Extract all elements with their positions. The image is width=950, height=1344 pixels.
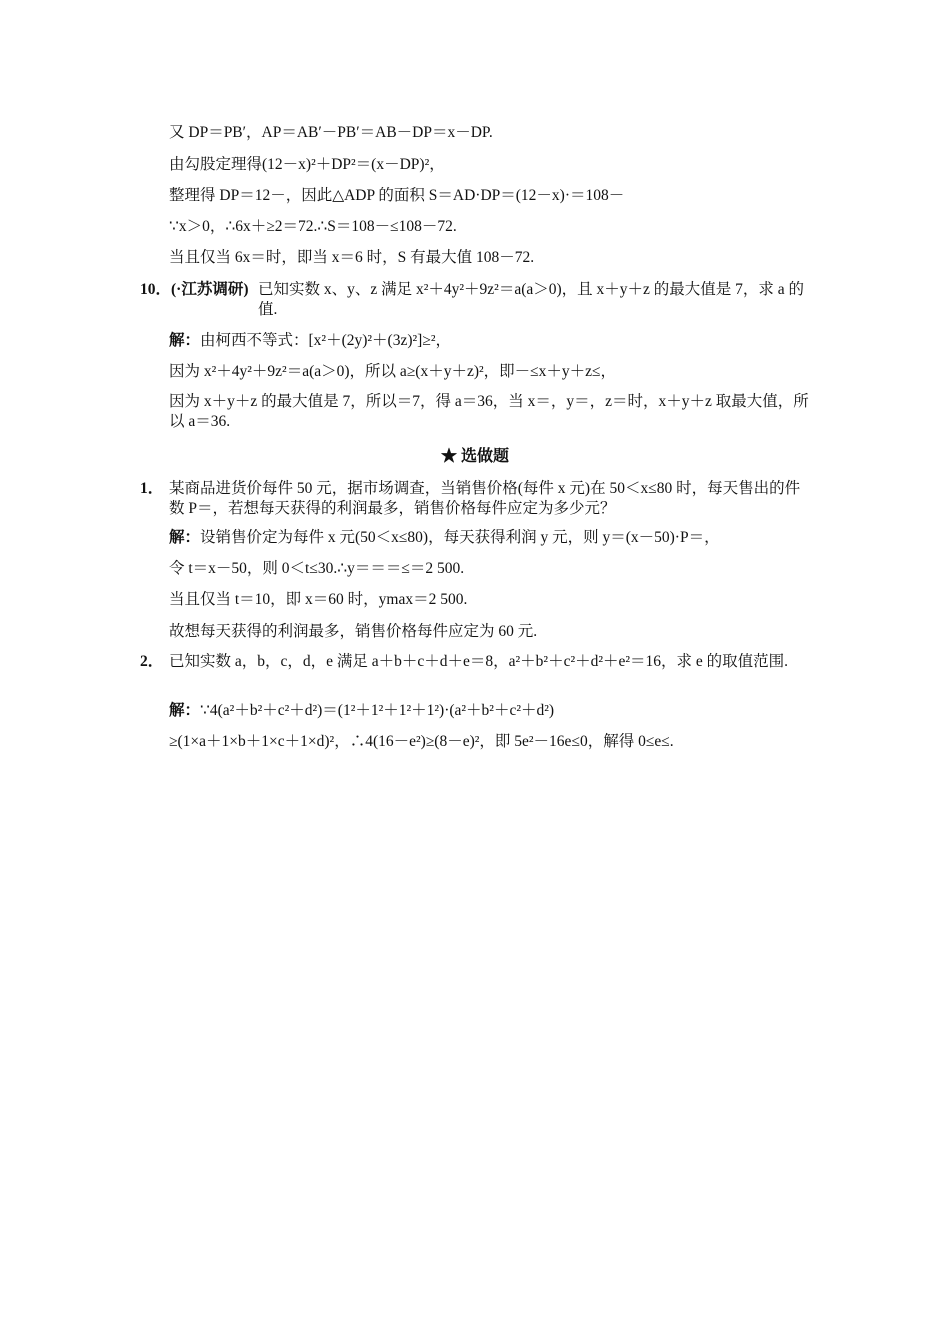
line-max-value: 当且仅当 6x＝时，即当 x＝6 时，S 有最大值 108－72.: [169, 249, 535, 266]
solution-10-line-1: [169, 331, 451, 351]
problem-2-text: 已知实数 a，b，c，d，e 满足 a＋b＋c＋d＋e＝8，a²＋b²＋c²＋d²＋e²＝16，求 e 的取值范围.: [169, 653, 789, 670]
solution-label: 解：: [169, 702, 201, 719]
line-dp-pb: 又 DP＝PB′，AP＝AB′－PB′＝AB－DP＝x－DP.: [169, 124, 493, 141]
line-inequality: ∵x＞0，∴6x＋≥2＝72.∴S＝108－≤108－72.: [169, 218, 457, 235]
solution-label: 解：: [169, 529, 201, 546]
solution-1-line-4: 故想每天获得的利润最多，销售价格每件应定为 60 元.: [169, 623, 538, 640]
problem-1-text: 某商品进货价每件 50 元，据市场调查，当销售价格(每件 x 元)在 50＜x≤80 时，每天售出的件数 P＝，若想每天获得的利润最多，销售价格每件应定为多少元？: [169, 480, 801, 517]
solution-10-line-2: 因为 x²＋4y²＋9z²＝a(a＞0)，所以 a≥(x＋y＋z)²，即－≤x＋y＋z≤，: [169, 363, 617, 380]
line-area: 整理得 DP＝12－，因此△ADP 的面积 S＝AD·DP＝(12－x)·＝108－: [169, 187, 625, 204]
solution-2-text-1: ∵4(a²＋b²＋c²＋d²)＝(1²＋1²＋1²＋1²)·(a²＋b²＋c²＋d²): [200, 702, 555, 719]
solution-10-text-1: 由柯西不等式：[x²＋(2y)²＋(3z)²]≥²，: [200, 332, 451, 349]
section-title: ★ 选做题: [440, 448, 509, 465]
solution-2-line-1: [169, 701, 554, 721]
problem-1-number: 1．: [140, 480, 164, 497]
solution-1-text-1: 设销售价定为每件 x 元(50＜x≤80)，每天获得利润 y 元，则 y＝(x－50)·P＝，: [200, 529, 720, 546]
question-source: (·江苏调研): [171, 281, 249, 298]
question-10-number: [140, 280, 249, 300]
solution-label: 解：: [169, 332, 201, 349]
question-number: 10．: [140, 281, 172, 298]
solution-10-line-3: 因为 x＋y＋z 的最大值是 7，所以＝7，得 a＝36，当 x＝，y＝，z＝时，x＋y＋z 取最大值，所以 a＝36.: [169, 393, 809, 430]
line-pythagoras: 由勾股定理得(12－x)²＋DP²＝(x－DP)²，: [169, 156, 445, 173]
solution-1-line-1: [169, 528, 720, 548]
solution-1-line-2: 令 t＝x－50，则 0＜t≤30.∴y＝＝＝≤＝2 500.: [169, 560, 465, 577]
solution-1-line-3: 当且仅当 t＝10，即 x＝60 时，ymax＝2 500.: [169, 591, 468, 608]
solution-2-line-2: ≥(1×a＋1×b＋1×c＋1×d)²，∴4(16－e²)≥(8－e)²，即 5e²－16e≤0，解得 0≤e≤.: [169, 733, 674, 750]
question-10-text: 已知实数 x、y、z 满足 x²＋4y²＋9z²＝a(a＞0)，且 x＋y＋z 的最大值是 7，求 a 的值.: [258, 281, 805, 318]
problem-2-number: 2．: [140, 653, 164, 670]
